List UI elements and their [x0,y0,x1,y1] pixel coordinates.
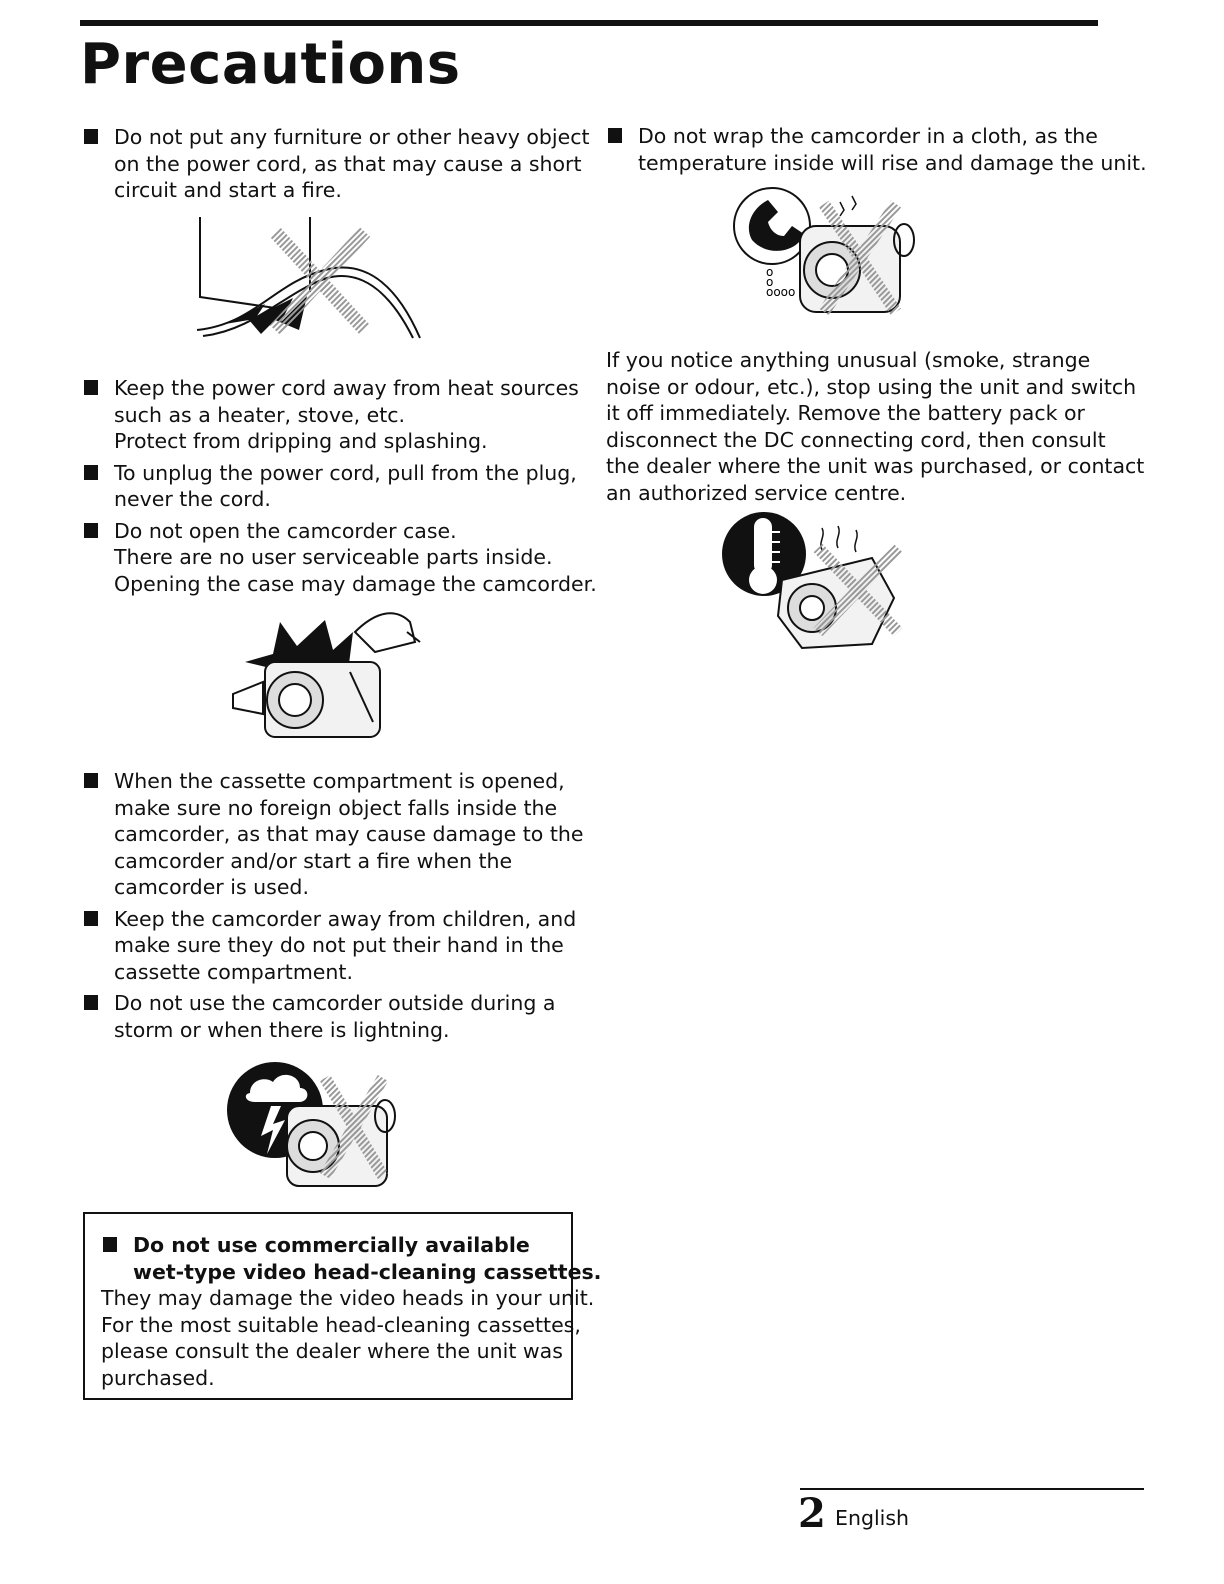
left-column-bottom [82,768,584,1048]
svg-text:o: o [766,275,774,289]
camcorder-wrapped-illustration [728,186,923,326]
precaution-furniture: Do not put any furniture or other heavy object on the power cord, as that may cause a short circuit and start a fire. [82,124,562,204]
bullet-square [84,773,98,788]
bullet-square [84,995,98,1010]
bullet-square [103,1237,117,1252]
precaution-cloth: Do not wrap the camcorder in a cloth, as the temperature inside will rise and damage the unit. [606,123,1106,176]
left-column-top [82,124,590,209]
page-title: Precautions [80,32,461,97]
notice-title: Do not use commercially available wet-type video head-cleaning cassettes. [101,1232,601,1285]
page-number: 2 [798,1490,826,1537]
precaution-children: Keep the camcorder away from children, and make sure they do not put their hand in the cassette compartment. [82,906,562,986]
notice-box [83,1212,602,1400]
precaution-unplug: To unplug the power cord, pull from the plug, never the cord. [82,460,562,513]
bullet-square [84,523,98,538]
bullet-square [84,380,98,395]
top-rule [80,20,1098,26]
bullet-square [84,911,98,926]
precaution-heat: Keep the power cord away from heat sources such as a heater, stove, etc. Protect from dripping and splashing. [82,375,562,455]
furniture-on-cord-illustration [195,212,430,344]
precaution-case: Do not open the camcorder case. There are no user serviceable parts inside. Opening the case may damage the camcorder. [82,518,562,598]
storm-lightning-illustration [225,1058,400,1196]
bullet-square [84,465,98,480]
heat-thermometer-illustration [722,508,907,656]
svg-text:o: o [766,265,774,279]
right-column-top [606,123,1147,181]
svg-text:oooo: oooo [766,285,796,299]
precaution-cassette: When the cassette compartment is opened, make sure no foreign object falls inside the camcorder, as that may cause damage to the camcorder and/or start a fire when the camcorder is used. [82,768,562,901]
unusual-notice-paragraph: If you notice anything unusual (smoke, strange noise or odour, etc.), stop using the unit and switch it off immediately. Remove the battery pack or disconnect the DC connecting cord, then consult the dealer where the unit was purchased, or contact an authorized service centre. [606,348,1145,505]
footer-rule [800,1488,1144,1490]
right-column-paragraph [606,347,1145,506]
bullet-square [608,128,622,143]
bullet-square [84,129,98,144]
page-language: English [835,1506,910,1530]
notice-body: They may damage the video heads in your unit. For the most suitable head-cleaning cassettes, please consult the dealer where the unit was purchased. [101,1286,595,1390]
left-column-middle [82,375,597,602]
open-case-illustration [225,602,425,750]
precaution-storm: Do not use the camcorder outside during a storm or when there is lightning. [82,990,562,1043]
